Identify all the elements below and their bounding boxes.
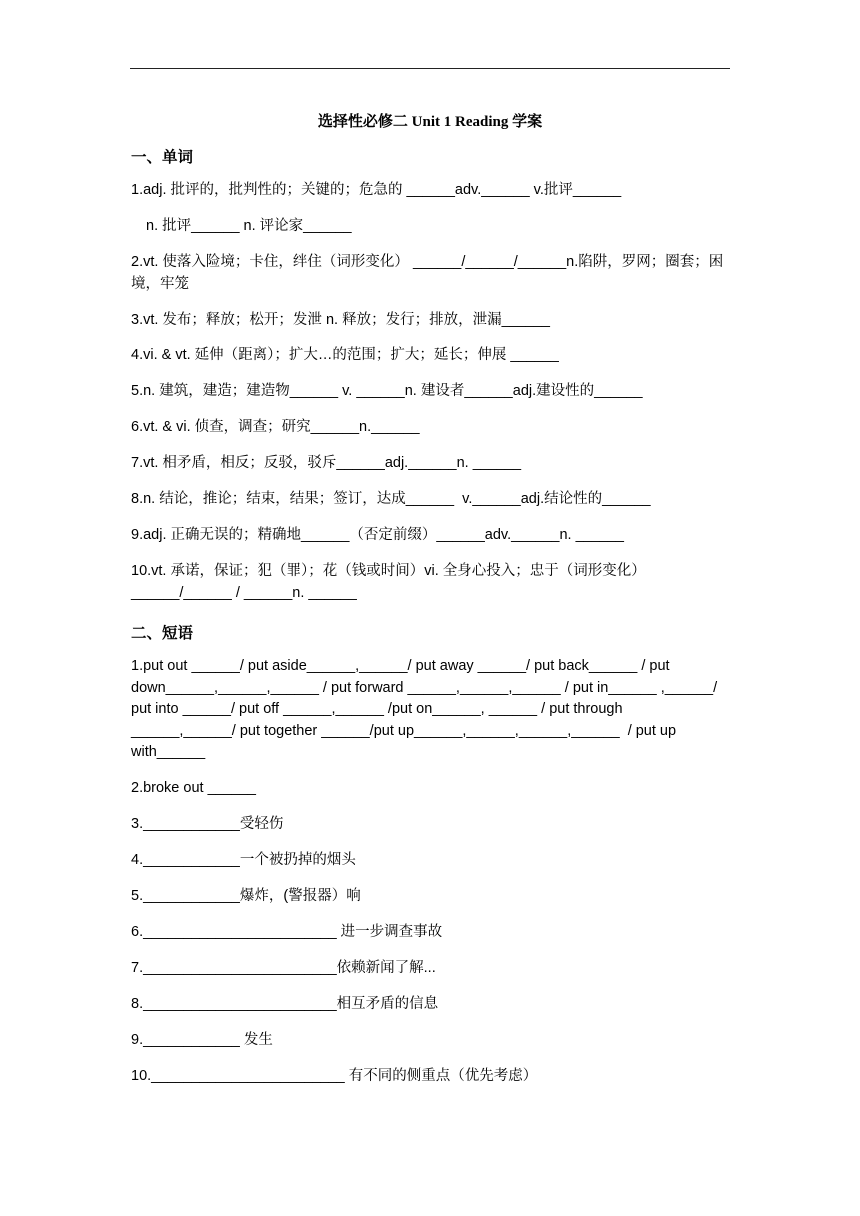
phrase-item-9: 9.____________ 发生 [131, 1032, 273, 1048]
vocab-item-1-cont: n. 批评______ n. 评论家______ [146, 218, 352, 234]
phrase-item-3: 3.____________受轻伤 [131, 816, 284, 832]
vocab-item-6: 6.vt. & vi. 侦查，调查；研究______n.______ [131, 419, 420, 435]
vocab-item-10: 10.vt. 承诺，保证；犯（罪）；花（钱或时间）vi. 全身心投入；忠于（词形变化）______/______ / ______n. ______ [131, 563, 646, 601]
vocab-item-2: 2.vt. 使落入险境；卡住，绊住（词形变化） ______/______/______n.陷阱，罗网；圈套；困境，牢笼 [131, 254, 724, 292]
phrase-item-4: 4.____________一个被扔掉的烟头 [131, 852, 356, 868]
phrase-item-5: 5.____________爆炸，(警报器）响 [131, 888, 361, 904]
section-vocab-heading: 一、单词 [131, 149, 194, 166]
page-title: 选择性必修二 Unit 1 Reading 学案 [317, 114, 543, 130]
phrase-item-10: 10.________________________ 有不同的侧重点（优先考虑） [131, 1068, 538, 1084]
vocab-item-3: 3.vt. 发布；释放；松开；发泄 n. 释放；发行；排放，泄漏______ [131, 312, 550, 328]
phrase-item-2: 2.broke out ______ [131, 780, 256, 796]
vocab-item-7: 7.vt. 相矛盾，相反；反驳，驳斥______adj.______n. ______ [131, 455, 522, 471]
vocab-item-1: 1.adj. 批评的，批判性的；关键的；危急的 ______adv.______ v.批评______ [131, 182, 622, 198]
vocab-item-8: 8.n. 结论，推论；结束，结果；签订，达成______ v.______adj.结论性的______ [131, 491, 651, 507]
vocab-item-9: 9.adj. 正确无误的；精确地______（否定前缀）______adv.______n. ______ [131, 527, 624, 543]
header-rule [130, 68, 730, 69]
phrase-item-1: 1.put out ______/ put aside______,______/ put away ______/ put back______ / put down______,______,______ / put forward ______,______,______ / put in______ ,______/ put into ______/ put off ______,______ /put on______, ______ / put through ______,______/ put together ______/put up______,______,______,______ / put up with______ [131, 658, 722, 760]
vocab-item-5: 5.n. 建筑，建造；建造物______ v. ______n. 建设者______adj.建设性的______ [131, 383, 643, 399]
phrase-item-8: 8.________________________相互矛盾的信息 [131, 996, 439, 1012]
vocab-item-4: 4.vi. & vt. 延伸（距离）；扩大…的范围；扩大；延长；伸展 ______ [131, 347, 559, 363]
phrase-item-6: 6.________________________ 进一步调查事故 [131, 924, 443, 940]
phrase-item-7: 7.________________________依赖新闻了解... [131, 960, 436, 976]
section-phrase-heading: 二、短语 [131, 625, 194, 642]
